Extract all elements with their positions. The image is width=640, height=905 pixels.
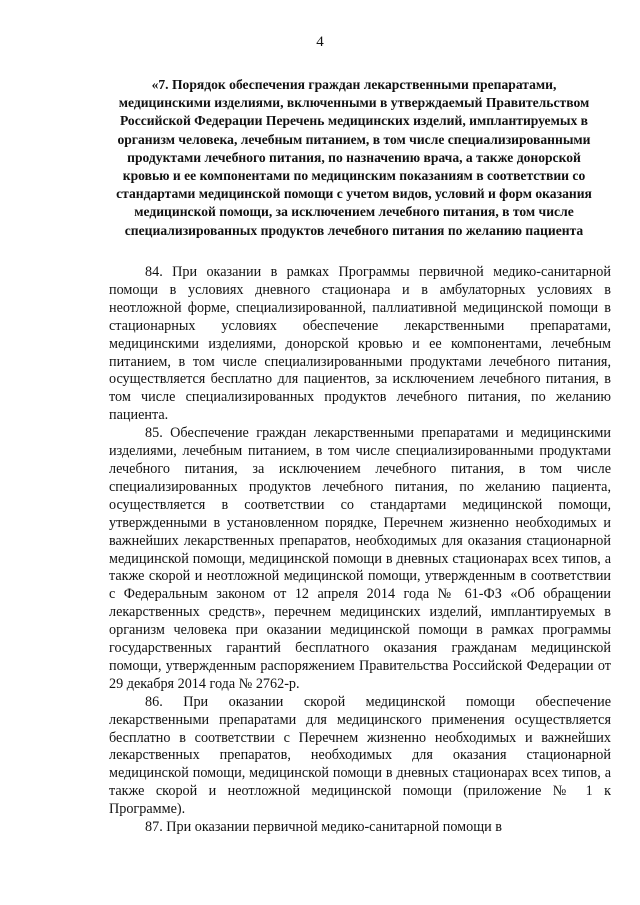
paragraph-87: 87. При оказании первичной медико-санитарной помощи в: [145, 819, 502, 836]
document-body: [109, 264, 611, 837]
paragraph-84: 84. При оказании в рамках Программы первичной медико-санитарной помощи в условиях дневного стационара и в амбулаторных условиях в неотложной форме, специализированной, паллиативной медицинской помощи в стационарных условиях обеспечение лекарственными препаратами, медицинскими изделиями, донорской кровью и ее компонентами, лечебным питанием, в том числе специализированными продуктами лечебного питания, осуществляется бесплатно для пациентов, за исключением лечебного питания, в том числе специализированных продуктов лечебного питания, по желанию пациента.: [109, 264, 611, 424]
paragraph-85: 85. Обеспечение граждан лекарственными препаратами и медицинскими изделиями, лечебным питанием, в том числе специализированными продуктами лечебного питания, за исключением лечебного питания, в том числе специализированных продуктов лечебного питания, по желанию пациента, осуществляется в соответствии со стандартами медицинской помощи, утвержденными в установленном порядке, Перечнем жизненно необходимых и важнейших лекарственных препаратов, необходимых для оказания стационарной медицинской помощи, медицинской помощи в дневных стационарах всех типов, а также скорой и неотложной медицинской помощи, утвержденным в соответствии с Федеральным законом от 12 апреля 2014 года № 61-ФЗ «Об обращении лекарственных средств», перечнем медицинских изделий, имплантируемых в организм человека при оказании медицинской помощи в рамках программы государственных гарантий бесплатного оказания гражданам медицинской помощи, утвержденным распоряжением Правительства Российской Федерации от 29 декабря 2014 года № 2762-р.: [109, 425, 611, 692]
paragraph-86: 86. При оказании скорой медицинской помощи обеспечение лекарственными препаратами для медицинского применения осуществляется бесплатно в соответствии с Перечнем жизненно необходимых и важнейших лекарственных препаратов, необходимых для оказания стационарной медицинской помощи, медицинской помощи в дневных стационарах всех типов, а также скорой и неотложной медицинской помощи (приложение № 1 к Программе).: [109, 693, 611, 818]
section-heading: «7. Порядок обеспечения граждан лекарственными препаратами, медицинскими изделиями, включенными в утверждаемый Правительством Российской Федерации Перечень медицинских изделий, имплантируемых в организм человека, лечебным питанием, в том числе специализированными продуктами лечебного питания, по назначению врача, а также донорской кровью и ее компонентами по медицинским показаниям в соответствии со стандартами медицинской помощи с учетом видов, условий и форм оказания медицинской помощи, за исключением лечебного питания, в том числе специализированных продуктов лечебного питания по желанию пациента: [116, 77, 592, 238]
page-number: 4: [316, 34, 324, 50]
